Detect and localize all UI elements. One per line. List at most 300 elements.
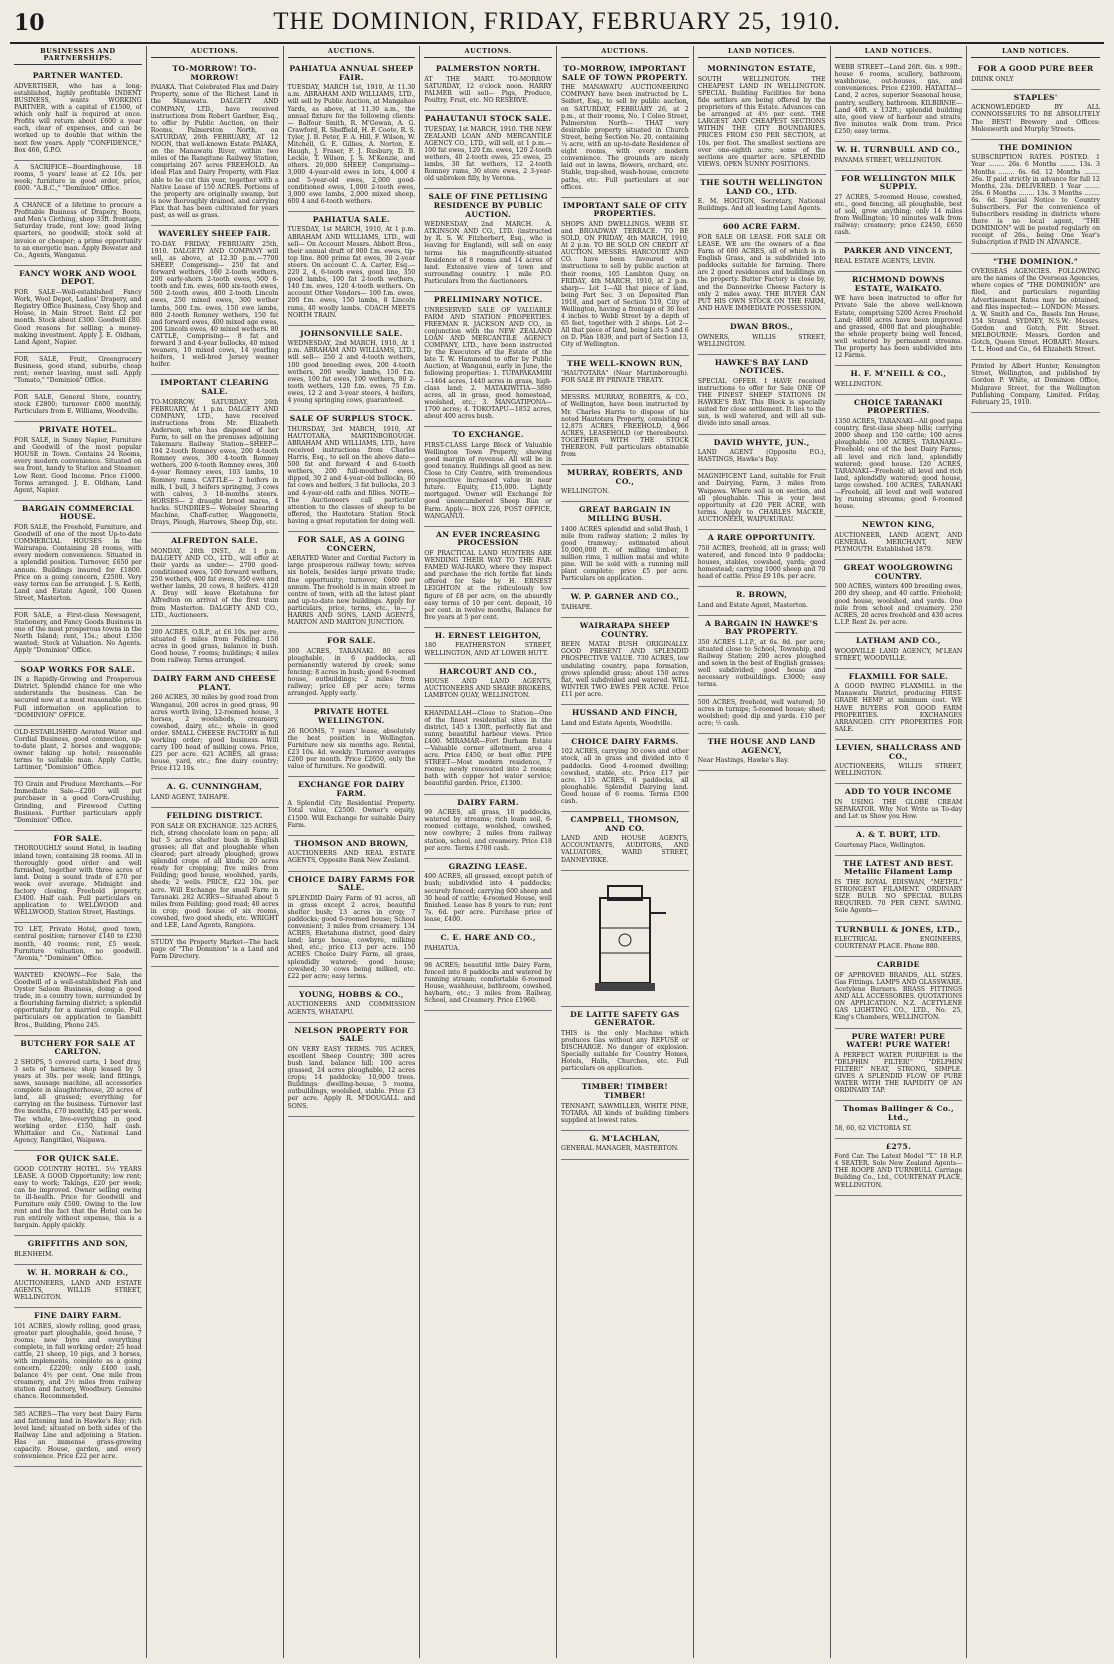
ad-body: GENERAL MANAGER, MASTERTON. — [561, 1145, 679, 1153]
advertisement — [698, 355, 826, 435]
ad-heading: PARTNER WANTED. — [32, 71, 124, 81]
advertisement — [561, 812, 689, 871]
advertisement — [971, 61, 1100, 90]
advertisement — [835, 856, 963, 922]
column-5 — [557, 46, 694, 1658]
gas-generator-illustration — [580, 878, 670, 998]
ad-body: MESSRS. MURRAY, ROBERTS, & CO., of Wellington, have been instructed by Mr. Charles Harris to dispose of his noted Hautotara Property, consisting of 12,875 ACRES, FREEHOLD, 4,966 ACRES, LEASEHOLD (or thereabouts). TOGETHER WITH THE STOCK THEREON. Full particulars obtainable from — [561, 394, 689, 459]
ad-heading: GRIFFITHS AND SON, — [27, 1239, 129, 1249]
advertisement — [698, 175, 826, 219]
advertisement — [698, 61, 826, 175]
advertisement — [698, 435, 826, 471]
column-2 — [147, 46, 284, 1658]
advertisement — [288, 777, 416, 836]
ad-heading: GREAT BARGAIN IN MILLING BUSH. — [578, 505, 671, 524]
ad-heading: YOUNG, HOBBS & CO., — [299, 989, 404, 999]
advertisement — [14, 662, 142, 726]
ad-heading: GREAT WOOLGROWING COUNTRY. — [843, 563, 954, 581]
advertisement — [151, 671, 279, 779]
ad-body: Printed by Albert Hunter, Kensington Street, Wellington, and published by Gordon P. White, at Dominion Office, Mulgrave Street, for the Wellington Publishing Company, Limited. Friday, February 25, 1910. — [971, 363, 1100, 406]
ad-heading: HAWKE'S BAY LAND NOTICES. — [714, 357, 809, 376]
ad-heading: SALE OF SURPLUS STOCK. — [289, 414, 413, 424]
advertisement — [14, 969, 142, 1036]
ad-body: SOUTH WELLINGTON. THE CHEAPEST LAND IN WELLINGTON. SPECIAL Building Facilities for bona fide settlers are being offered by the proprietors of this Estate. Advances can be arranged at 4½ per cent. THE LARGEST AND CHEAPEST SECTIONS WITHIN THE CITY BOUNDARIES. PRICES FROM £50 PER SECTION, at 10s. per foot. The smallest sections are over one-eighth acre; some of the sections are quarter acre. SPLENDID VIEWS. OPEN SUNNY POSITIONS. — [697, 75, 826, 168]
advertisement — [971, 360, 1100, 413]
ad-heading: PRIVATE HOTEL WELLINGTON. — [313, 707, 389, 725]
ad-body: 101 ACRES, slowly rolling, good grass, greater part ploughable, good house, 7 rooms; new byre and everything complete, in full working order; 25 head cattle, 21 sheep, 10 pigs, and 3 horses, with implements, complete as a going concern. £2200; only £400 cash, balance 4½ per cent. One mile from creamery, and 2½ miles from railway station and factory, Woodbury. Genuine chance. Recommended. — [14, 1322, 142, 1401]
ad-body: AUCTIONEERS, LAND AND ESTATE AGENTS, WILLIS STREET, WELLINGTON. — [14, 1279, 142, 1301]
advertisement — [835, 1029, 963, 1102]
ad-body: A Splendid City Residential Property. Total value, £2500. Owner's equity, £1500. Will Exchange for suitable Dairy Farm. — [287, 800, 416, 829]
ad-heading: ALFREDTON SALE. — [171, 536, 259, 546]
ad-body: WEBB STREET—Land 26ft. 6in. x 99ft.; house 6 rooms, scullery, bathroom, washhouse, out-houses, gas, and conveniences. Price £2300. HATAITAI—Land, 2 acres, superior Seasonal house, pantry, scullery, bathroom. KILBIRNIE—Land 46ft. x 132ft.; splendid building site, good view of harbour and straits; five minutes walk from tram. Price £250; easy terms. — [834, 64, 963, 135]
ad-body: TO-MORROW, SATURDAY, 26th FEBRUARY, At 1 p.m. DALGETY AND COMPANY, LTD., have received instructions from Mr. Elizabeth Anderson, who has disposed of her Farm, to sell on the premises adjoining Takemaru Railway Station—SHEEP— 194 2-tooth Romney ewes, 200 4-tooth Romney ewes, 300 4-tooth Romney wethers, 200 6-tooth Romney ewes, 300 4-year Romney ewes, 103 lambs, 10 Romney rams. CATTLE— 2 heifers in milk, 1 bull, 3 heifers springing, 3 cows with calves, 3 18-months steers. HORSES— 2 draught brood mares, 4 hacks. SUNDRIES— Wolseley Shearing Machine, Chaff-cutter, Waggonette, Drays, Plough, Harrows, Sheep Dip, etc. — [150, 398, 279, 527]
ad-heading: PRELIMINARY NOTICE. — [433, 295, 543, 305]
advertisement — [424, 628, 552, 664]
ad-body: TAIHAPE. — [561, 604, 593, 611]
ad-body: Ford Car. The Latest Model "T." 18 H.P. 4 SEATER. Sole New Zealand Agents— THE ROOPE AND TURNBULL Carriage Building Co., Ltd., COURTENAY PLACE, WELLINGTON. — [834, 1153, 963, 1189]
ad-body: WEDNESDAY, 2nd MARCH. A. ATKINSON AND CO., LTD. (instructed by R. S. W. Fitzherbert, Esq., who is leaving for England), will sell on easy terms his magnificently-situated Residence of 8 rooms and 14 acres of land. Extensive view of town and surrounding country. 1 mile P.O. Particulars from the Auctioneers. — [424, 221, 552, 285]
ad-body: 350 ACRES L.I.P., at 6s. 8d. per acre; situated close to School, Township, and Railway Station; 200 acres ploughed and sown in the best of English grasses; well subdivided; good house and necessary outbuildings. £3000; easy terms. — [697, 638, 826, 689]
ad-body: ACKNOWLEDGED BY ALL CONNOISSEURS TO BE ABSOLUTELY The BEST! Brewery and Offices: Molesworth and Murphy Streets. — [971, 104, 1100, 133]
ad-heading: JOHNSONVILLE SALE. — [300, 328, 403, 338]
column-1 — [10, 46, 147, 1658]
ad-heading: DE LAITTE SAFETY GAS GENERATOR. — [570, 1009, 680, 1028]
ad-body: OF APPROVED BRANDS, ALL SIZES. Gas Fittings. LAMPS AND GLASSWARE. Acetylene Burners. BRASS FITTINGS AND ALL ACCESSORIES. QUOTATIONS ON APPLICATION. N.Z. ACETYLENE GAS LIGHTING CO., LTD., No. 25, King's Chambers, WELLINGTON. — [834, 971, 963, 1022]
ad-heading: PAHIATUA SALE. — [312, 214, 390, 224]
ad-heading: LATHAM AND CO., — [856, 635, 941, 645]
advertisement — [14, 161, 142, 199]
advertisement — [14, 726, 142, 779]
ad-body: GOOD COUNTRY HOTEL. 5½ YEARS LEASE. A GOOD Opportunity; low rent; easy to work; Takings, £20 per week; can be improved. Owner selling owing to ill-health. Price for Goodwill and Furniture only £500. Owing to the low rent and the fact that the Hotel can be run entirely without expense, this is a bargain. Apply quickly. — [14, 1165, 142, 1230]
advertisement — [424, 930, 552, 959]
advertisement — [561, 465, 689, 502]
ad-body: TUESDAY, 1st MARCH, 1910, At 1 p.m. ABRAHAM AND WILLIAMS, LTD., will sell— On Account Messrs. Abbott Bros., their annual draft of 900 f.m. ewes, tip-top line. 800 prime fat ewes, 30 2-year steers. On account C. A. Carter, Esq.— 220 2, 4, 6-tooth ewes, good line, 350 good lambs, 100 fat 2-tooth wethers, 140 f.m. ewes, 120 4-tooth wethers. On account Other Vendors— 100 f.m. ewes, 200 f.m. ewes, 150 lambs, 8 Lincoln rams, 40 woolly lambs. COACH MEETS NORTH TRAIN. — [287, 226, 416, 319]
ad-heading: MORNINGTON ESTATE, — [707, 64, 816, 74]
advertisement — [698, 319, 826, 355]
ad-body: 500 ACRES, winters 400 breeding ewes, 200 dry sheep, and 40 cattle. Freehold; good house, woolshed, and yards. One mile from school and creamery. 250 ACRES, 20 acres freehold and 430 acres L.I.P. Rent 2s. per acre. — [834, 583, 963, 626]
ad-heading: LEVIEN, SHALLCRASS AND CO., — [835, 742, 961, 761]
advertisement — [288, 987, 416, 1023]
advertisement — [424, 707, 552, 795]
ad-heading: STAPLES' — [1013, 92, 1058, 102]
advertisement — [835, 243, 963, 272]
ad-heading: FOR A GOOD PURE BEER — [977, 64, 1094, 74]
ad-body: 300 ACRES, TARANAKI. 80 acres ploughable, in 6 paddocks, all permanently watered by creek; some fencing; 8 acres in bush; good 6-roomed house, outbuildings; 2 miles from railway; price £8 per acre; terms arranged. Apply early. — [287, 647, 416, 698]
ad-body: REAL ESTATE AGENTS, LEVIN. — [834, 258, 936, 266]
ad-body: 102 ACRES, carrying 30 cows and other stock, all in grass and divided into 6 paddocks. Good 4-roomed dwelling; cowshed, stable, etc. Price £17 per acre. 115 ACRES, 6 paddocks, all ploughable. Splendid Dairying land. Good house of 6 rooms. Terms £500 cash. — [561, 748, 689, 805]
ad-heading: RICHMOND DOWNS ESTATE, WAIKATO. — [852, 275, 945, 293]
ad-body: IN USING THE GLOBE CREAM SEPARATOR. Why Not Write us To-day and Let us Show you How. — [834, 798, 963, 821]
ad-heading: TO-MORROW, IMPORTANT SALE OF TOWN PROPERTY. — [561, 64, 688, 82]
ad-body: THIS is the only Machine which produces Gas without any REFUSE or DISCHARGE. No danger of explosion. Specially suitable for Country Homes, Hotels, Halls, Churches, etc. Full particulars on application. — [561, 1029, 689, 1073]
ad-body: 180 FEATHERSTON STREET, WELLINGTON, AND AT LOWER HUTT. — [424, 642, 552, 657]
advertisement — [14, 609, 142, 662]
ad-body: FOR SALE OR LEASE. FOR SALE OR LEASE. WE are the owners of a fine Farm of 600 ACRES, all of which is in English Grass, and is subdivided into paddocks suitable for farming. There are 2 good residences and buildings on the property. Butter Factory is close by, and the Dannevirke Cheese Factory is only 2 miles away. THE BUYER CAN PUT HIS OWN STOCK ON THE FARM, AND HAVE IMMEDIATE POSSESSION. — [697, 233, 826, 312]
ad-body: Near Hastings, Hawke's Bay. — [697, 757, 789, 765]
column-heading: AUCTIONS. — [561, 46, 689, 58]
advertisement — [288, 326, 416, 411]
advertisement — [561, 502, 689, 589]
advertisement — [14, 778, 142, 831]
advertisement — [835, 142, 963, 171]
ad-heading: THE WELL-KNOWN RUN, — [567, 358, 683, 368]
ad-body: PAIAKA. That Celebrated Flax and Dairy Property, some of the Richest Land in the Manawatu. DALGETY AND COMPANY, LTD., have received instructions from Robert Gardner, Esq., to offer by Public Auction, on their Rooms, Palmerston North, on SATURDAY, 26th FEBRUARY, AT 12 NOON, that well-known Estate PAIAKA, on the Manawatu River, within two miles of the Rangitane Railway Station, comprising 267 acres FREEHOLD. An ideal Flax and Dairy Property, with Flax able to be cut this year, together with a Native Lease of 150 ACRES. Portions of the property are originally swamp, but is now thoroughly drained, and carrying Flax that has been cultivated for years past, as well as grass. — [150, 84, 279, 219]
ad-heading: G. M'LACHLAN, — [589, 1133, 661, 1143]
columns — [10, 46, 1104, 1658]
advertisement — [424, 292, 552, 427]
advertisement — [561, 589, 689, 618]
ad-body: WELLINGTON. — [561, 488, 610, 496]
ad-heading: SOAP WORKS FOR SALE. — [20, 664, 136, 674]
ad-body: THURSDAY, 3rd MARCH, 1910, AT HAUTOTARA, MARTINBOROUGH. ABRAHAM AND WILLIAMS, LTD., have received instructions from Charles Harris, Esq., to sell on the above date— 500 fat and forward 4 and 6-tooth wethers, 200 full-mouthed ewes, dipped, 30 2 and 4-year-old bullocks, 60 fat cows and heifers, 3 fat bullocks, 20 3 and 4-year-old calfs and fillies. NOTE—The Auctioneers call particular attention to the classes of sheep to be offered, the Hautotara Station Stock having a great reputation for doing well. — [287, 425, 416, 525]
advertisement — [151, 626, 279, 671]
advertisement — [288, 1023, 416, 1117]
ad-body: OVERSEAS AGENCIES. FOLLOWING are the names of the Overseas Agencies, where copies of "THE DOMINION" are filed, and particulars regarding Advertisement Rates may be obtained, and files inspected:— LONDON: Messrs. A. W. Smith and Co., Basels Inn House, 154 Strand. SYDNEY, N.S.W.: Messrs. Gordon and Gotch, Pitt Street. MELBOURNE: Messrs. Gordon and Gotch, Queen Street. HOBART: Messrs. T. L. Hood and Co., 64 Elizabeth Street. — [971, 268, 1100, 354]
ad-heading: W. P. GARNER AND CO., — [570, 592, 680, 602]
page-number: 10 — [14, 10, 45, 36]
advertisement — [835, 1101, 963, 1138]
ad-body: A GOOD PAYING FLAXMILL in the Manawatu District, producing FIRST-GRADE HEMP at minimum cost. WE HAVE BUYERS FOR GOOD FARM PROPERTIES. EXCHANGES ARRANGED. CITY PROPERTIES FOR SALE. — [834, 683, 963, 733]
ad-body: TO Grain and Produce Merchants.—For Immediate Sale—£200 will put purchaser in a good Corn-Crushing, Grinding, and Firewood Cutting Business. Further particulars apply "Dominion" Office. — [14, 781, 142, 824]
advertisement — [561, 618, 689, 705]
ad-body: AUCTIONEERS AND COMMISSION AGENTS, WHATAPU. — [287, 1001, 416, 1016]
ad-body: ADVERTISER, who has a long-established, highly profitable INDENT BUSINESS, wants WORKING PARTNER, with a capital of £1500, of which only half is required at once. Profits will return about £600 a year each, clear of expenses, and can be worked up to double that within the next few years. Apply "CONFIDENCE," Box 466, G.P.O. — [14, 82, 142, 154]
ad-heading: FLAXMILL FOR SALE. — [848, 671, 949, 681]
ad-body: DRINK ONLY — [971, 75, 1014, 83]
advertisement — [561, 391, 689, 465]
advertisement — [288, 61, 416, 212]
ad-body: A PERFECT WATER PURIFIER is the "DELPHIN FILTER!" "DELPHIN FILTER!" NEAT, STRONG, SIMPLE. GIVES A SPLENDID FLOW OF PURE WATER WITH THE RAPIDITY OF AN ORDINARY TAP. — [834, 1051, 963, 1095]
ad-heading: H. ERNEST LEIGHTON, — [434, 630, 542, 640]
ad-body: WANTED KNOWN—For Sale, the Goodwill of a well-established Fish and Oyster Saloon Business, doing a good trade, in a country town; surrounded by a flourishing farming district; a splendid opportunity for a married couple. Full particulars on application to Gambitt Bros., Building, Phone 245. — [14, 971, 142, 1029]
ad-heading: DWAN BROS., — [730, 321, 794, 331]
ad-heading: DAVID WHYTE, JUN., — [713, 437, 810, 447]
ad-body: Land and Estate Agent, Masterton. — [697, 601, 809, 609]
ad-body: WE have been instructed to offer for Private Sale the above well-known Estate, comprising 5200 Acres Freehold Land; 4800 acres have been improved and grassed, 4000 flat and ploughable; the whole property being well fenced, well watered by permanent streams. The property has been subdivided into 12 Farms. — [834, 295, 963, 360]
ad-heading: TO-MORROW! TO-MORROW! — [172, 64, 257, 82]
ad-heading: CHOICE TARANAKI PROPERTIES. — [854, 397, 943, 416]
newspaper-title: THE DOMINION, FRIDAY, FEBRUARY 25, 1910. — [273, 8, 841, 35]
advertisement — [14, 391, 142, 422]
advertisement — [151, 936, 279, 967]
advertisement — [288, 872, 416, 987]
advertisement — [971, 254, 1100, 361]
column-6 — [694, 46, 831, 1658]
ad-body: 1400 ACRES splendid and solid Bush, 1 mile from railway station; 2 miles by good tramway; estimated about 10,000,000 ft. of milling timber, 8 million rimu, 1 million matai and white pine. Will be sold with a running mill plant complete; price £5 per acre. Particulars on application. — [561, 525, 689, 583]
ad-body: FOR SALE, a First-class Newsagent, Stationery, and Fancy Goods Business in one of the most prosperous towns in the North Island; rent, 15s.; about £350 wanted; Stock at Valuation. No Agents. Apply "Dominion" Office. — [14, 612, 142, 655]
ad-body: HOUSE AND LAND AGENTS, AUCTIONEERS AND SHARE BROKERS, LAMBTON QUAY, WELLINGTON. — [424, 678, 552, 700]
ad-body: MONDAY, 28th INST., At 1 p.m. DALGETY AND CO., LTD., will offer at their yards as under:— 2700 good-conditioned ewes, 100 forward wethers, 250 wethers, 400 fat ewes, 350 ewe and wether lambs, 20 cows, 8 heifers. 4120 A Dray will leave Eketahuna for Alfredton on arrival of the first train from Masterton. DALGETY AND CO., LTD., Auctioneers. — [150, 547, 279, 619]
advertisement — [14, 353, 142, 391]
ad-heading: SALE OF FINE PETLISING RESIDENCE BY PUBLIC AUCTION. — [428, 192, 548, 219]
ad-heading: FOR SALE. — [326, 636, 376, 646]
advertisement — [151, 226, 279, 375]
ad-body: MAGNIFICENT Land, suitable for Fruit and Dairying, Farm, 3 miles from Waipawa. Where soil is on section, and all ploughable. This is your best opportunity at £20 PER ACRE, with terms. Apply to CHARLES MACKIE, AUCTIONEER, WAIPUKURAU. — [697, 473, 826, 523]
ad-body: 400 ACRES, all grassed, except patch of bush; subdivided into 4 paddocks; securely fenced; carrying 600 sheep and 30 head of cattle; 4-roomed House, well finished. Lease has 8 years to run; rent 7s. 6d. per acre. Purchase price of lease, £400. — [424, 873, 552, 923]
ad-heading: PURE WATER! PURE WATER! PURE WATER! — [846, 1031, 951, 1050]
advertisement — [561, 61, 689, 198]
ad-body: IS THE ROYAL EDISWAN, "METFIL" STRONGEST FILAMENT. ORDINARY SIZE BULB. NO SPECIAL BULBS REQUIRED. 70 PER CENT. SAVING. Sole Agents— — [834, 879, 963, 915]
ad-body: FOR SALE, the Freehold, Furniture, and Goodwill of one of the most Up-to-date COMMERCIAL HOUSES in the Wairarapa. Containing 28 rooms, with every modern convenience. Situated in a splendid position. Turnover, £650 per annum. Buildings insured for £1800. Price on a going concern, £2500. Very easy terms can be arranged. J. S. Keith, Land and Estate Agent, 100 Queen Street, Masterton. — [14, 523, 142, 602]
column-heading: AUCTIONS. — [288, 46, 416, 58]
advertisement — [151, 375, 279, 533]
ad-heading: PARKER AND VINCENT, — [843, 246, 953, 256]
ad-heading: THE SOUTH WELLINGTON LAND CO., LTD. — [700, 177, 823, 196]
ad-heading: MURRAY, ROBERTS, AND CO., — [566, 468, 683, 486]
ad-heading: WAIRARAPA SHEEP COUNTRY. — [579, 621, 670, 639]
ad-body: TO LET, Private Hotel, good town, central position; turnover £140 to £230 month, 40 rooms; rent, £5 week. Furniture valuation, no goodwill. "Avonia," "Dominion" Office. — [14, 926, 142, 962]
ad-body: SPECIAL OFFER. I HAVE received instructions to offer for Sale ONE OF THE FINEST SHEEP STATIONS IN HAWKE'S BAY. This Block is specially suited for close settlement. It lies to the sun, is well watered, and will all sub-divide into small areas. — [697, 377, 826, 428]
advertisement — [561, 705, 689, 734]
advertisement — [424, 959, 552, 1012]
ad-heading: HARCOURT AND CO., — [439, 666, 538, 676]
ad-body: 1350 ACRES, TARANAKI—All good papa country, first-class sheep hills; carrying 2000 sheep and 150 cattle; 100 acres ploughable. 100 ACRES, TARANAKI—Freehold; one of the best Dairy Farms; all level and rich land, splendidly watered; good house. 120 ACRES, TARANAKI—Freehold; all level and rich land, splendidly watered; good house, large cowshed. 100 ACRES, TARANAKI—Freehold, all level and well watered by running streams; good 6-roomed house. — [834, 418, 963, 511]
ad-heading: CARBIDE — [877, 960, 920, 970]
ad-heading: FOR QUICK SALE. — [36, 1153, 120, 1163]
ad-body: 585 ACRES—The very best Dairy Farm and fattening land in Hawke's Bay; rich level land; situated on both sides of the Railway Line and adjoining a Station. Has an immense grass-growing capacity. House, garden, and every convenience. Price £22 per acre. — [14, 1410, 142, 1461]
ad-heading: HUSSAND AND FINCH, — [571, 708, 678, 718]
ad-body: 26 ROOMS, 7 years' lease, absolutely the best position in Wellington. Furniture new six months ago. Rental, £23 10s. 4d. weekly. Turnover averages £260 per month. Price £2650, only the value of furniture. No goodwill. — [287, 727, 416, 771]
advertisement — [14, 68, 142, 161]
advertisement — [835, 517, 963, 560]
advertisement — [14, 199, 142, 266]
advertisement — [698, 696, 826, 734]
ad-body: 99 ACRES, all grass, 10 paddocks, watered by streams; rich loam soil, 6-roomed cottage, woolshed, cowshed, new cowbyre; 2 miles from railway station, school, and creamery. Price £18 per acre. Terms £700 cash. — [424, 809, 552, 852]
ad-body: ON VERY EASY TERMS. 705 ACRES, excellent Sheep Country; 300 acres bush land, balance hill; 100 acres grassed, 24 acres ploughable, 12 acres crops; 14 paddocks; 10,000 trees. Buildings: dwelling-house, 5 rooms, outbuildings, woolshed, stable. Price £3 per acre. Apply R. M'DOUGALL and SONS. — [287, 1045, 416, 1110]
ad-heading: CHOICE DAIRY FARMS. — [571, 736, 679, 746]
advertisement — [151, 808, 279, 936]
ad-heading: W. H. TURNBULL AND CO., — [836, 145, 961, 155]
ad-heading: NEWTON KING, — [862, 520, 935, 530]
ad-heading: CAMPBELL, THOMSON, AND CO. — [570, 815, 680, 833]
advertisement — [424, 795, 552, 859]
advertisement — [424, 189, 552, 292]
ad-body: FOR SALE, General Store, country, stock £2800; turnover £600 monthly. Particulars from E. Williams, Woodville. — [14, 394, 142, 416]
column-7 — [831, 46, 968, 1658]
ad-body: 2 SHOPS, 5 covered carts, 1 beef dray, 3 sets of harness; shop leased by 5 years at 30s. per week; land fittings, saws, sausage machine, all accessories complete in slaughterhouse, 20 acres of land, all grassed; everything for carrying on the business. Turnover last five months, £70 monthly, £45 per week. The whole, live-everything in good working order. £150, half cash. Whittaker and Co., National Land Agency, Rangitikei, Waipawa. — [14, 1058, 142, 1144]
advertisement — [424, 664, 552, 707]
advertisement — [288, 836, 416, 872]
ad-heading: W. H. MORRAH & CO., — [27, 1268, 129, 1278]
advertisement — [288, 704, 416, 777]
ad-body: AUCTIONEERS AND REAL ESTATE AGENTS, Opposite Bank New Zealand. — [287, 850, 416, 865]
column-8 — [967, 46, 1104, 1658]
ad-heading: TURNBULL & JONES, LTD., — [836, 924, 961, 934]
advertisement — [14, 1308, 142, 1408]
advertisement — [288, 532, 416, 633]
advertisement — [835, 827, 963, 856]
ad-heading: IMPORTANT SALE OF CITY PROPERTIES. — [562, 200, 687, 219]
ad-body: OWNERS, WILLIS STREET, WELLINGTON. — [697, 333, 826, 348]
ad-heading: £275. — [885, 1141, 912, 1151]
masthead — [0, 0, 1114, 44]
advertisement — [561, 356, 689, 392]
advertisement — [424, 111, 552, 189]
ad-body: FOR SALE, in Sunny Napier, Furniture and Goodwill of the most popular HOUSE in Town. Contains 24 Rooms, every modern convenience. Situated on sea front, handy to Station and Steamer. Low Rent. Good Income. Price £1000. Terms arranged. J. E. Oldham, Land Agent, Napier. — [14, 437, 142, 494]
ad-heading: C. E. HARE AND CO., — [440, 932, 536, 942]
advertisement — [835, 1139, 963, 1196]
column-heading: AUCTIONS. — [424, 46, 552, 58]
advertisement — [14, 1036, 142, 1151]
ad-heading: R. BROWN, — [735, 590, 788, 600]
advertisement — [835, 669, 963, 740]
advertisement — [151, 533, 279, 626]
advertisement — [698, 470, 826, 530]
ad-body: 58, 60, 62 VICTORIA ST. — [834, 1124, 912, 1132]
ad-body: THE MANAWATU AUCTIONEERING COMPANY have been instructed by L. Seifert, Esq., to sell by public auction, on SATURDAY, FEBRUARY 26, at 2 p.m., at their rooms, No. 1 Coleo Street, Palmerston North— THAT very desirable property situated in Church Street, being Section No. 20, containing ¼ acre, with an up-to-date Residence of eight rooms, with every modern convenience. The grounds are nicely laid out in lawns, flowers, orchard, etc. Stable, trap-shed, wash-house, concrete paths, etc. Full particulars at our offices. — [561, 84, 689, 191]
ad-heading: THE DOMINION — [998, 142, 1073, 152]
advertisement — [14, 1236, 142, 1265]
ad-heading: PRIVATE HOTEL. — [38, 425, 117, 435]
ad-heading: FANCY WORK AND WOOL DEPOT. — [19, 268, 137, 287]
ad-body: THOROUGHLY sound Hotel, in leading inland town, containing 28 rooms. All in thoroughly good order and well furnished, together with three acres of land. Doing a sound trade of £70 per week over average. Midnight and factory closing. Freehold property, £3400. Half cash. Full particulars on application to WELLWOOD and WELLWOOD, Station Street, Hastings. — [14, 845, 142, 917]
ad-body: IN a Rapidly-Growing and Prosperous District. Splendid chance for one who understands the business. Can be secured now at a most reasonable price. Full information on application to "DOMINION" OFFICE. — [14, 676, 142, 719]
ad-heading: THE LATEST AND BEST. Metallic Filament Lamp — [843, 858, 954, 877]
ad-body: STUDY the Property Market—The back page of "The Dominion" is a Land and Farm Directory. — [150, 939, 279, 961]
ad-heading: TO EXCHANGE. — [452, 430, 524, 440]
ad-body: KHANDALLAH—Close to Station—One of the finest residential sites in the district, 145 x 130ft, perfectly flat and sunny, beautiful harbour views. Price £400. MIRAMAR—Fort Durham Estate—Valuable corner allotment, area 4 acre. Price £450, or best offer. PIPE STREET—Most modern residence, 7 rooms; newly renovated into 2 rooms; bath with copper hot water service; beautiful garden. Price, £1300. — [424, 709, 552, 788]
column-4 — [420, 46, 557, 1658]
advertisement — [288, 212, 416, 326]
ad-heading: A. & T. BURT, LTD. — [856, 830, 941, 840]
masthead-rule — [10, 42, 1104, 44]
advertisement — [14, 422, 142, 500]
ad-body: 500 ACRES, freehold, well watered; 50 acres in turnips; 5-roomed house; shed; woolshed; good dip and yards. £10 per acre; ½ cash. — [697, 698, 826, 727]
ad-heading: AN EVER INCREASING PROCESSION — [435, 529, 541, 548]
advertisement — [698, 734, 826, 771]
ad-body: LAND AND HOUSE AGENTS, ACCOUNTANTS, AUDITORS, AND VALUATORS, WARD STREET, DANNEVIRKE. — [561, 835, 689, 864]
ad-body: FIRST-CLASS Large Block of Valuable Wellington Town Property, showing good margin of revenue. All will be in good tenancy. Buildings all good as new. Close to City Centre, with tremendous prospective increased value in near future. Equity, £15,000. Lightly mortgaged. Owner will Exchange for good unencumbered Sheep Run or Farm. Apply— BOX 226, POST OFFICE, WANGANUI. — [424, 441, 552, 520]
ad-heading: H. F. M'NEILL & CO., — [850, 369, 947, 379]
ad-heading: ADD TO YOUR INCOME — [844, 787, 952, 797]
ad-body: OLD-ESTABLISHED Aerated Water and Cordial Business, good connection, up-to-date plant, 2 horses and waggons; owner taking up hotel; reasonable terms to suitable man. Apply Cattle, Lattimer, "Dominion" Office. — [14, 728, 142, 772]
ad-heading: PAHIATUA ANNUAL SHEEP FAIR. — [289, 64, 414, 82]
ad-heading: Thomas Ballinger & Co., Ltd., — [842, 1104, 954, 1122]
advertisement — [835, 171, 963, 244]
advertisement — [835, 922, 963, 958]
ad-body: PANAMA STREET, WELLINGTON. — [834, 156, 943, 164]
ad-body: BLENHEIM. — [14, 1250, 54, 1258]
ad-heading: PALMERSTON NORTH. — [435, 64, 541, 74]
advertisement — [835, 272, 963, 366]
ad-body: A CHANCE of a lifetime to procure a Profitable Business of Drapery, Boots, and Men's Clothing, shop 33ft. frontage, Saturday trade, rent low; good living quarters, no goodwill; stock sold at invoice or cheaper; a prime opportunity to an energetic man. Apply Bowater and Co., Agents, Wanganui. — [14, 202, 142, 259]
ad-heading: CHOICE DAIRY FARMS FOR SALE. — [288, 874, 415, 893]
advertisement — [835, 61, 963, 142]
ad-heading: BUTCHERY FOR SALE AT CARLTON. — [20, 1038, 136, 1057]
advertisement — [971, 140, 1100, 254]
ad-body: TUESDAY, 1st MARCH, 1910. THE NEW ZEALAND LOAN AND MERCANTILE AGENCY CO., LTD., will sell, at 1 p.m.— 100 fat ewes, 120 f.m. ewes, 120 2-tooth wethers, 40 2-tooth ewes, 25 ewes, 25 lambs, 30 fat wethers, 12 2-tooth Romney rams, 30 store ewes, 2 3-year-old unbroken filly, by Verona. — [424, 125, 552, 183]
ad-body: Land and Estate Agents, Woodville. — [561, 719, 673, 727]
advertisement — [424, 859, 552, 930]
ad-body: LAND AGENT (Opposite P.O.), HASTINGS, Hawke's Bay. — [697, 449, 826, 464]
ad-body: SPLENDID Dairy Farm of 91 acres, all in grass except 2 acres, beautiful shelter bush; 13 acres in crop; 7 paddocks; good 6-roomed house; School convenient; 3 miles from creamery. 134 ACRES, Eketahuna district, good dairy land; large house, cowbyre, milking shed, etc.; price £13 per acre. 150 ACRES Choice Dairy Farm, all grass, splendidly watered; good house; cowshed; 30 cows being milked, etc. £22 per acre; easy terms. — [287, 894, 416, 980]
advertisement — [698, 219, 826, 319]
column-heading: AUCTIONS. — [151, 46, 279, 58]
ad-body: WELLINGTON. — [834, 380, 883, 388]
ad-body: A SACRIFICE—Boardinghouse, 18 rooms, 5 years' lease at £2 10s. per week; furniture in good order, price, £600. "A.B.C.," "Dominion" Office. — [14, 163, 142, 192]
advertisement — [14, 831, 142, 924]
ad-body: 200 ACRES, O.R.P., at £6 10s. per acre, situated 6 miles from Feilding. 150 acres in good grass, balance in bush. Good house, 7 rooms; buildings; 4 miles from railway. Terms arranged. — [150, 628, 279, 665]
ad-body: ELECTRICAL ENGINEERS, COURTENAY PLACE. Phone 880. — [834, 936, 963, 951]
ad-heading: NELSON PROPERTY FOR SALE — [294, 1025, 409, 1044]
advertisement — [835, 740, 963, 784]
ad-heading: 600 ACRE FARM. — [722, 222, 801, 232]
ad-heading: THOMSON AND BROWN, — [294, 838, 409, 848]
ad-body: 98 ACRES; beautiful little Dairy Farm, fenced into 8 paddocks and watered by running stream; comfortable 6-roomed House, washhouse, bathroom, cowshed, haybarn, etc.; 3 miles from Railway, School, and Creamery. Price £1960. — [424, 961, 552, 1005]
ad-heading: BARGAIN COMMERCIAL HOUSE. — [21, 503, 134, 522]
advertisement — [14, 501, 142, 609]
advertisement — [698, 530, 826, 587]
ad-body: AUCTIONEERS, WILLIS STREET, WELLINGTON. — [834, 763, 963, 778]
ad-body: FOR SALE—Well-established Fancy Work, Wool Depot, Ladies' Drapery, and Registry Office Business, Cosy Shop and House, in Main Street. Rent £2 per month. Stock about £300. Goodwill £80. Good reasons for selling; a money-making investment. Apply J. E. Oldham, Land Agent, Napier. — [14, 289, 142, 346]
ad-body: 260 ACRES, 30 miles by good road from Wanganui, 200 acres in good grass, 90 acres worth living, 12-roomed house, 3 horses, 2 woolsheds, creamery, cowshed, dairy, etc.; whole in good order. SMALL CHEESE FACTORY in full working order; good business. Will carry 100 head of milking cows. Price, £25 per acre. 621 ACRES, all grass; house, yard, etc.; fine dairy country; Price £12 10s. — [150, 694, 279, 773]
ad-body: WOODVILLE LAND AGENCY, M'LEAN STREET, WOODVILLE. — [834, 647, 963, 662]
advertisement — [561, 1131, 689, 1160]
advertisement — [835, 784, 963, 827]
ad-body: 750 ACRES, freehold, all in grass; well watered, and fenced into 9 paddocks; houses, stables, cowshed, yards; good homestead; carrying 1000 sheep and 70 head of cattle. Price £9 10s. per acre. — [697, 544, 826, 580]
advertisement — [14, 1151, 142, 1236]
ad-heading: FOR SALE, AS A GOING CONCERN, — [297, 535, 406, 553]
column-3 — [284, 46, 421, 1658]
advertisement — [835, 366, 963, 395]
ad-heading: IMPORTANT CLEARING SALE. — [160, 378, 269, 396]
advertisement — [698, 616, 826, 696]
ad-body: PAHIATUA. — [424, 944, 460, 952]
ad-body: FOR SALE, Fruit, Greengrocery Business, good stand, suburbs, cheap rent; owner leaving, must sell. Apply "Tomato," "Dominion" Office. — [14, 355, 142, 385]
advertisement — [14, 1265, 142, 1308]
ad-heading: A RARE OPPORTUNITY. — [707, 532, 816, 542]
ad-heading: TIMBER! TIMBER! TIMBER! — [581, 1082, 668, 1100]
ad-heading: A. G. CUNNINGHAM, — [166, 782, 263, 792]
ad-heading: PAHAUTANUI STOCK SALE. — [424, 114, 552, 124]
advertisement — [424, 61, 552, 111]
column-heading: LAND NOTICES. — [971, 46, 1100, 58]
advertisement — [561, 1007, 689, 1080]
ad-body: BEEN MATAI BUSH ORIGINALLY. GOOD PRESENT AND SPLENDID PROSPECTIVE VALUE. 730 ACRES, low undulating country, papa formation, grows splendid grass; about 150 acres flat, well subdivided and watered. WILL WINTER TWO EWES PER ACRE. Price £11 per acre. — [561, 641, 689, 698]
advertisement — [561, 734, 689, 812]
ad-heading: WAVERLEY SHEEP FAIR. — [158, 229, 271, 239]
ad-heading: THE HOUSE AND LAND AGENCY, — [707, 736, 816, 755]
advertisement — [971, 90, 1100, 140]
ad-body: 27 ACRES, 5-roomed House, cowshed, etc., good fencing, all ploughable, best of soil, grow anything; only 14 miles from Wellington; 10 minutes walk from railway; creamery; price £2450, £650 cash. — [834, 193, 963, 237]
ad-body: SHOPS AND DWELLINGS. WEBB ST. and BROADWAY TERRACE. TO BE SOLD, ON FRIDAY, 4th MARCH, 1910, At 2 p.m. TO BE SOLD ON CREDIT AT AUCTION. MESSRS. HARCOURT AND CO. have been favoured with instructions to sell by public auction at their rooms, 105 Lambton Quay, on FRIDAY, 4th MARCH, 1910, at 2 p.m. sharp— Lot 1—All that piece of land, being Part Sec. 3 on Deposited Plan 1918, and part of Section 519, City of Wellington, having a frontage of 36 feet 4 inches to Webb Street by a depth of 65 feet, together with 2 shops. Lot 2—All that piece of land, being Lots 5 and 6 on D. Plan 1839, and part of Section 13, City of Wellington. — [561, 220, 689, 349]
advertisement — [14, 923, 142, 968]
ad-heading: FOR WELLINGTON MILK SUPPLY. — [841, 173, 956, 192]
advertisement — [14, 266, 142, 353]
advertisement — [288, 633, 416, 704]
column-heading: BUSINESSES AND PARTNERSHIPS. — [14, 46, 142, 65]
ad-body: AUCTIONEER, LAND AGENT, AND GENERAL MERCHANT, NEW PLYMOUTH. Established 1879. — [834, 531, 963, 554]
advertisement — [835, 395, 963, 517]
advertisement — [151, 779, 279, 808]
ad-heading: FEILDING DISTRICT. — [166, 811, 263, 821]
ad-heading: DAIRY FARM. — [457, 797, 519, 807]
ad-body: OF PRACTICAL LAND HUNTERS ARE WENDING THEIR WAY TO THE FAR-FAMED WAI-RAKO, where they inspect and purchase the rich fertile flat lands offered for Sale by H. ERNEST LEIGHTON at the ridiculously low figure of £8 per acre, on the absurdly easy terms of 10 per cent. deposit, 10 per cent. in twelve months, Balance for five years at 5 per cent. — [424, 549, 552, 621]
ad-heading: GRAZING LEASE. — [448, 861, 528, 871]
ad-body: Courtenay Place, Wellington. — [834, 841, 926, 849]
advertisement — [698, 587, 826, 616]
ad-body: LAND AGENT, TAIHAPE. — [150, 794, 230, 802]
ad-body: AERATED Water and Cordial Factory in large prosperous railway town; serves six hotels, besides large private trade; fine opportunity; turnover, £600 per annum. The freehold is in main street in centre of town, with all the latest plant and up-to-date new buildings. Apply for particulars, price, terms, etc., to— J. HARRIS AND SONS, LAND AGENTS, MARTON AND MARTON JUNCTION. — [287, 555, 416, 627]
advertisement — [835, 633, 963, 669]
advertisement — [424, 527, 552, 628]
ad-heading: A BARGAIN IN HAWKE'S BAY PROPERTY. — [705, 618, 819, 637]
ad-heading: FOR SALE. — [53, 833, 103, 843]
ad-body: TUESDAY, MARCH 1st, 1910, At 11.30 a.m. ABRAHAM AND WILLIAMS, LTD., will sell by Public Auction, at Mangahao Yards, as above, at 11.30 a.m., the annual fixture for the following clients:— Balfour Smith, R. M'Gowan, A. G. Crawford, R. Sheffield, H. F. Coote, R. S. Tyler, J. B. Peter, F. A. Hill, F. Wilson, W. Mitchell, G. E. Gillies, A. Norton, E. Haugh, J. Fraser, F. J. Rusbury, D. B. Leckie, T. Wilson, J. S. M'Kenzie, and others. 20,000 SHEEP, Comprising— 3,000 4-year-old ewes in lots, 4,000 4 and 5-year-old ewes, 2,000 good-conditioned ewes, 1,000 2-tooth ewes, 3,000 ewe lambs, 2,000 mixed sheep, 600 4 and 6-tooth wethers. — [287, 84, 416, 205]
advertisement — [835, 560, 963, 633]
advertisement — [835, 957, 963, 1028]
